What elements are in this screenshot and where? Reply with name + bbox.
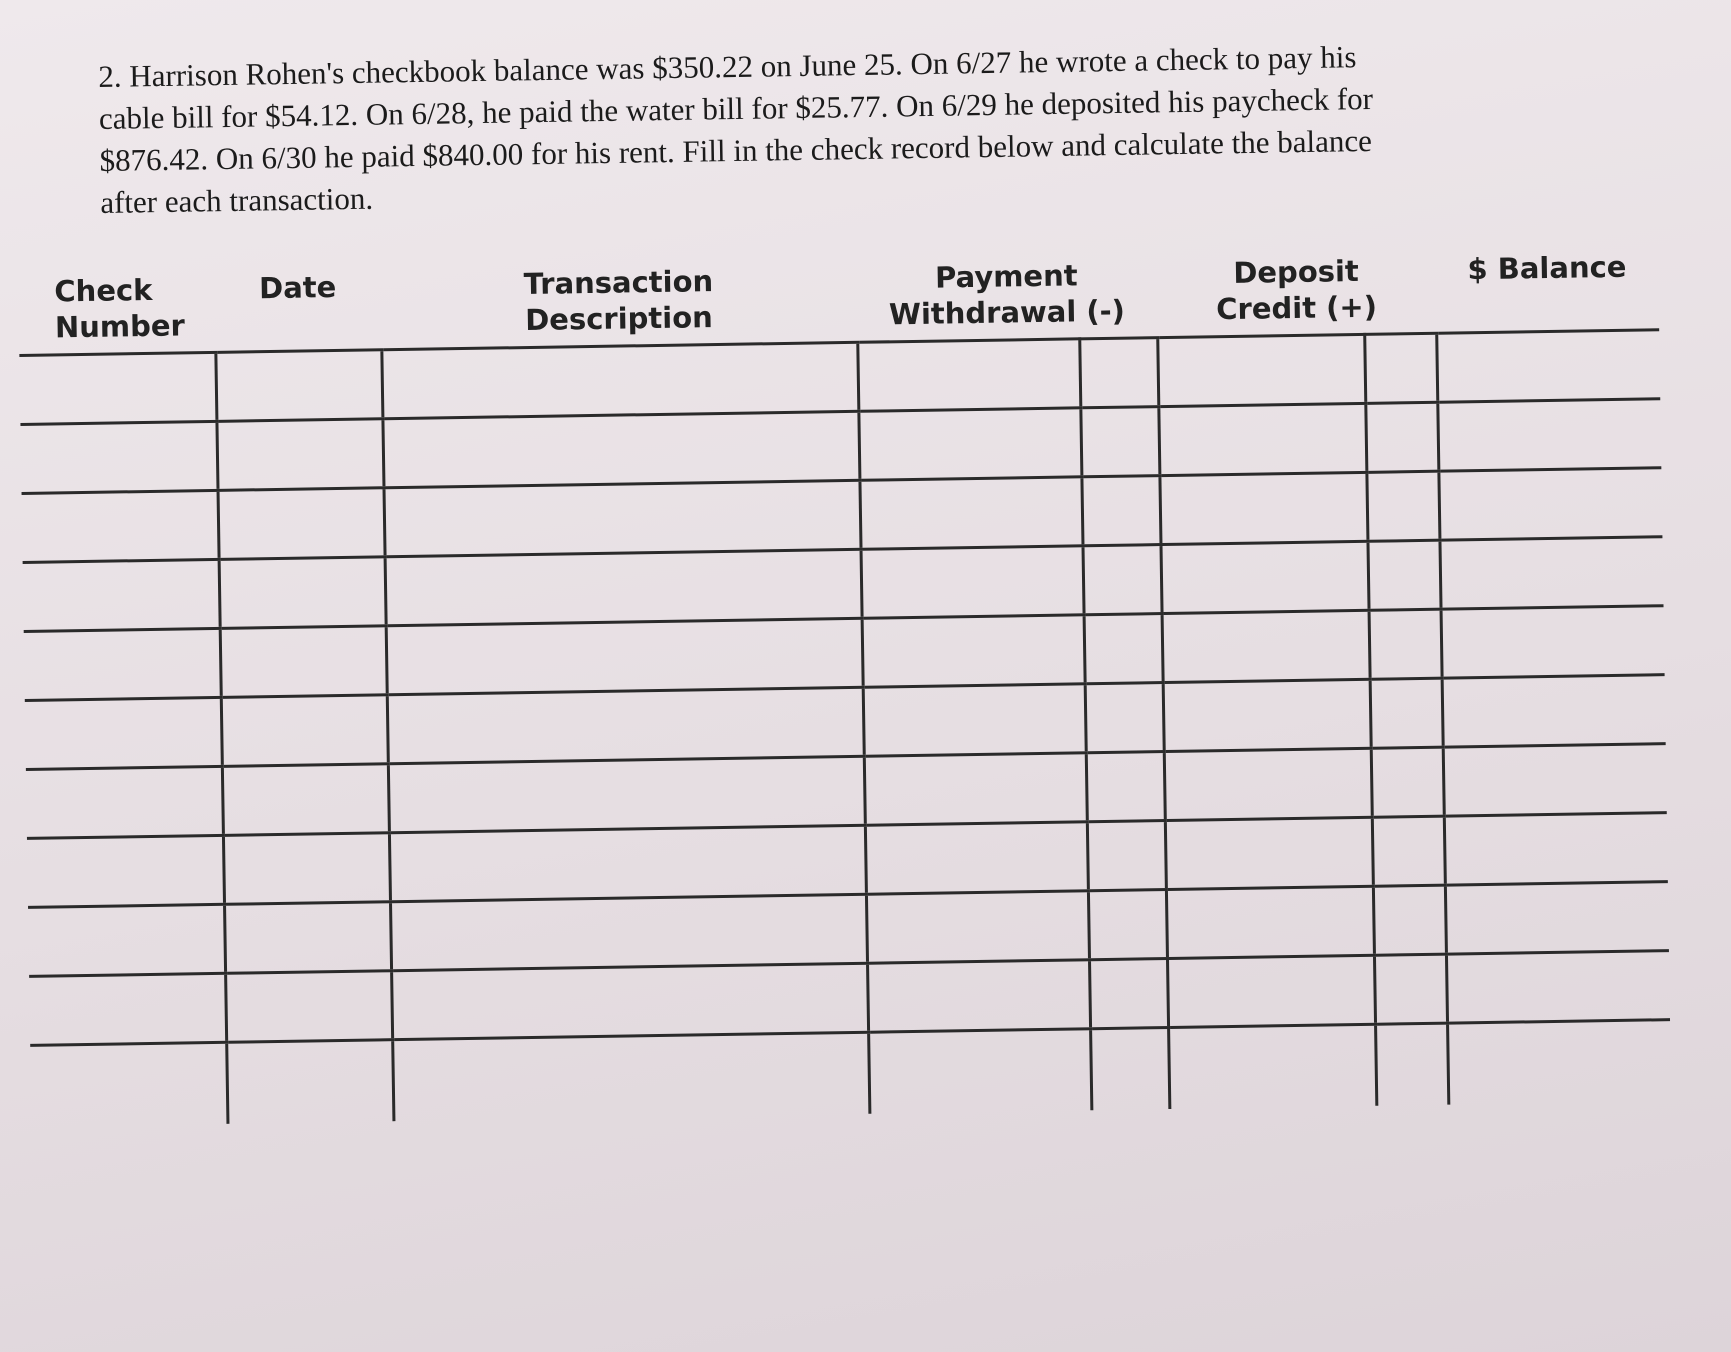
date-cell[interactable] xyxy=(220,626,387,698)
date-cell[interactable] xyxy=(221,695,388,767)
balance-cell[interactable] xyxy=(1446,951,1670,1023)
problem-line-2: cable bill for $54.12. On 6/28, he paid the water bill for $25.77. On 6/29 he deposited his paycheck for xyxy=(98,80,1374,136)
balance-cell[interactable] xyxy=(1441,606,1665,678)
balance-cell[interactable] xyxy=(1437,330,1661,402)
date-cell[interactable] xyxy=(227,1040,394,1124)
deposit-dollars-cell[interactable] xyxy=(1166,886,1374,958)
description-cell[interactable] xyxy=(381,342,858,418)
check-record-table xyxy=(18,242,1671,1127)
payment-cents-cell[interactable] xyxy=(1088,890,1167,960)
deposit-cents-cell[interactable] xyxy=(1370,678,1443,748)
deposit-dollars-cell[interactable] xyxy=(1164,748,1372,820)
deposit-dollars-cell[interactable] xyxy=(1165,817,1373,889)
check-number-cell[interactable] xyxy=(23,559,221,631)
check-number-cell[interactable] xyxy=(30,1042,228,1127)
check-number-cell[interactable] xyxy=(19,352,217,424)
description-cell[interactable] xyxy=(386,618,863,694)
deposit-dollars-cell[interactable] xyxy=(1157,334,1365,406)
deposit-dollars-cell[interactable] xyxy=(1168,1024,1376,1109)
description-cell[interactable] xyxy=(388,756,865,832)
description-cell[interactable] xyxy=(385,549,862,625)
date-cell[interactable] xyxy=(222,764,389,836)
header-date xyxy=(215,262,382,352)
date-cell[interactable] xyxy=(218,488,385,560)
payment-cents-cell[interactable] xyxy=(1091,1028,1170,1111)
payment-dollars-cell[interactable] xyxy=(866,891,1090,963)
deposit-cents-cell[interactable] xyxy=(1372,816,1445,886)
description-cell[interactable] xyxy=(390,894,867,970)
balance-cell[interactable] xyxy=(1448,1020,1672,1105)
check-number-cell[interactable] xyxy=(22,490,220,562)
balance-cell[interactable] xyxy=(1443,744,1667,816)
payment-cents-cell[interactable] xyxy=(1082,476,1161,546)
deposit-dollars-cell[interactable] xyxy=(1163,679,1371,751)
payment-dollars-cell[interactable] xyxy=(867,960,1091,1032)
payment-cents-cell[interactable] xyxy=(1090,959,1169,1029)
header-description-line-2: Description xyxy=(524,300,714,338)
date-cell[interactable] xyxy=(226,971,393,1043)
deposit-cents-cell[interactable] xyxy=(1369,609,1442,679)
description-cell[interactable] xyxy=(389,825,866,901)
header-deposit xyxy=(1156,246,1437,338)
header-check-line-2: Number xyxy=(54,308,186,345)
check-number-cell[interactable] xyxy=(29,973,227,1045)
description-cell[interactable] xyxy=(392,1032,869,1121)
payment-dollars-cell[interactable] xyxy=(864,753,1088,825)
balance-cell[interactable] xyxy=(1442,675,1666,747)
description-cell[interactable] xyxy=(387,687,864,763)
deposit-cents-cell[interactable] xyxy=(1371,747,1444,817)
payment-dollars-cell[interactable] xyxy=(868,1029,1092,1114)
date-cell[interactable] xyxy=(217,419,384,491)
problem-line-1: 2. Harrison Rohen's checkbook balance was $350.22 on June 25. On 6/27 he wrote a check to pay his xyxy=(98,39,1357,94)
deposit-cents-cell[interactable] xyxy=(1366,471,1439,541)
deposit-cents-cell[interactable] xyxy=(1375,1023,1449,1106)
payment-cents-cell[interactable] xyxy=(1084,614,1163,684)
deposit-cents-cell[interactable] xyxy=(1368,540,1441,610)
payment-dollars-cell[interactable] xyxy=(857,339,1081,411)
deposit-cents-cell[interactable] xyxy=(1373,885,1446,955)
check-number-cell[interactable] xyxy=(20,421,218,493)
header-payment-line-2: Withdrawal (-) xyxy=(888,293,1126,332)
description-cell[interactable] xyxy=(384,480,861,556)
description-cell[interactable] xyxy=(391,963,868,1039)
date-cell[interactable] xyxy=(225,902,392,974)
date-cell[interactable] xyxy=(216,350,383,422)
table-body xyxy=(19,330,1671,1127)
check-record-table-container xyxy=(18,242,1713,1208)
payment-cents-cell[interactable] xyxy=(1087,821,1166,891)
payment-cents-cell[interactable] xyxy=(1086,752,1165,822)
header-balance-line-1: $ Balance xyxy=(1467,249,1627,287)
problem-statement xyxy=(98,31,1660,223)
check-number-cell[interactable] xyxy=(25,697,223,769)
check-number-cell[interactable] xyxy=(24,628,222,700)
balance-cell[interactable] xyxy=(1440,537,1664,609)
deposit-dollars-cell[interactable] xyxy=(1161,541,1369,613)
payment-cents-cell[interactable] xyxy=(1080,338,1159,408)
header-check-number xyxy=(18,265,216,356)
problem-line-3: $876.42. On 6/30 he paid $840.00 for his rent. Fill in the check record below and calculate the balance xyxy=(99,123,1373,178)
header-payment xyxy=(856,250,1157,342)
check-number-cell[interactable] xyxy=(28,904,226,976)
header-date-line-1: Date xyxy=(258,270,337,306)
deposit-dollars-cell[interactable] xyxy=(1162,610,1370,682)
payment-dollars-cell[interactable] xyxy=(858,408,1082,480)
header-check-line-1: Check xyxy=(54,272,153,309)
check-number-cell[interactable] xyxy=(27,835,225,907)
header-deposit-line-2: Credit (+) xyxy=(1215,289,1378,327)
payment-cents-cell[interactable] xyxy=(1083,545,1162,615)
payment-dollars-cell[interactable] xyxy=(860,477,1084,549)
deposit-cents-cell[interactable] xyxy=(1364,333,1437,403)
deposit-cents-cell[interactable] xyxy=(1365,402,1438,472)
deposit-dollars-cell[interactable] xyxy=(1158,403,1366,475)
balance-cell[interactable] xyxy=(1439,468,1663,540)
deposit-dollars-cell[interactable] xyxy=(1167,955,1375,1027)
header-deposit-line-1: Deposit xyxy=(1233,253,1360,290)
payment-cents-cell[interactable] xyxy=(1085,683,1164,753)
date-cell[interactable] xyxy=(219,557,386,629)
date-cell[interactable] xyxy=(224,833,391,905)
payment-dollars-cell[interactable] xyxy=(862,615,1086,687)
deposit-cents-cell[interactable] xyxy=(1374,954,1447,1024)
header-payment-line-1: Payment xyxy=(934,258,1078,295)
header-description-line-1: Transaction xyxy=(523,264,714,302)
problem-line-4: after each transaction. xyxy=(100,180,374,220)
balance-cell[interactable] xyxy=(1445,882,1669,954)
payment-cents-cell[interactable] xyxy=(1081,407,1160,477)
header-balance xyxy=(1435,242,1659,333)
description-cell[interactable] xyxy=(383,411,860,487)
payment-dollars-cell[interactable] xyxy=(861,546,1085,618)
check-number-cell[interactable] xyxy=(26,766,224,838)
balance-cell[interactable] xyxy=(1438,399,1662,471)
payment-dollars-cell[interactable] xyxy=(865,822,1089,894)
deposit-dollars-cell[interactable] xyxy=(1160,472,1368,544)
payment-dollars-cell[interactable] xyxy=(863,684,1087,756)
header-description xyxy=(380,255,857,350)
balance-cell[interactable] xyxy=(1444,813,1668,885)
